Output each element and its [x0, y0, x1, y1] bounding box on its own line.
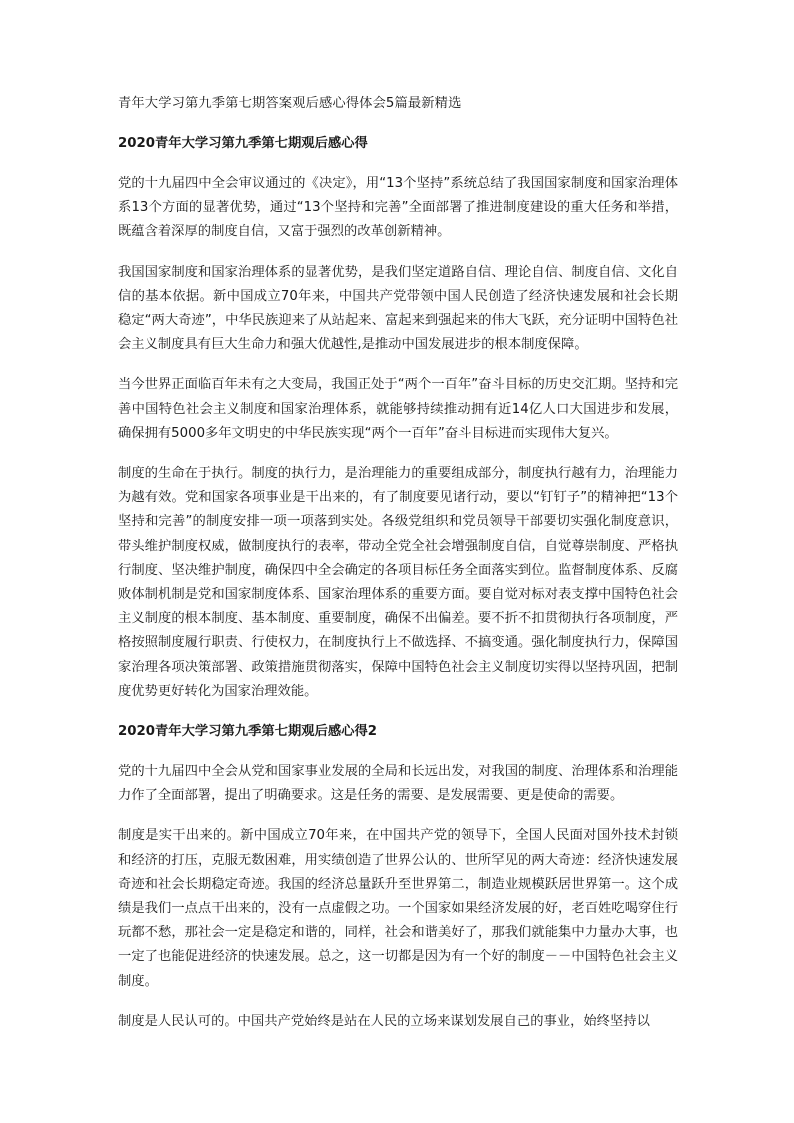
- section-heading-2: 2020青年大学习第九季第七期观后感心得2: [118, 724, 378, 740]
- paragraph: 制度是实干出来的。新中国成立70年来，在中国共产党的领导下，全国人民面对国外技术封锁和经济的打压，克服无数困难，用实绩创造了世界公认的、世所罕见的两大奇迹：经济快速发展奇迹和社会长期稳定奇迹。我国的经济总量跃升至世界第二，制造业规模跃居世界第一。这个成绩是我们一点点干出来的，没有一点虚假之功。一个国家如果经济发展的好，老百姓吃喝穿住行玩都不愁，那社会一定是稳定和谐的，同样，社会和谐美好了，那我们就能集中力量办大事，也一定了也能促进经济的快速发展。总之，这一切都是因为有一个好的制度－－中国特色社会主义制度。: [118, 828, 678, 989]
- paragraph: 制度的生命在于执行。制度的执行力，是治理能力的重要组成部分，制度执行越有力，治理能力为越有效。党和国家各项事业是干出来的，有了制度要见诸行动，要以“钉钉子”的精神把“13个坚持和完善”的制度安排一项一项落到实处。各级党组织和党员领导干部要切实强化制度意识，带头维护制度权威，做制度执行的表率，带动全党全社会增强制度自信，自觉尊崇制度、严格执行制度、坚决维护制度，确保四中全会确定的各项目标任务全面落实到位。监督制度体系、反腐败体制机制是党和国家制度体系、国家治理体系的重要方面。要自觉对标对表支撑中国特色社会主义制度的根本制度、基本制度、重要制度，确保不出偏差。要不折不扣贯彻执行各项制度，严格按照制度履行职责、行使权力，在制度执行上不做选择、不搞变通。强化制度执行力，保障国家治理各项决策部署、政策措施贯彻落实，保障中国特色社会主义制度切实得以坚持巩固，把制度优势更好转化为国家治理效能。: [118, 466, 678, 699]
- document-title: 青年大学习第九季第七期答案观后感心得体会5篇最新精选: [118, 96, 462, 111]
- paragraph: 党的十九届四中全会审议通过的《决定》，用“13个坚持”系统总结了我国国家制度和国家治理体系13个方面的显著优势，通过“13个坚持和完善”全面部署了推进制度建设的重大任务和举措，既蕴含着深厚的制度自信，又富于强烈的改革创新精神。: [118, 176, 678, 240]
- paragraph: 我国国家制度和国家治理体系的显著优势，是我们坚定道路自信、理论自信、制度自信、文化自信的基本依据。新中国成立70年来，中国共产党带领中国人民创造了经济快速发展和社会长期稳定“两大奇迹”，中华民族迎来了从站起来、富起来到强起来的伟大飞跃，充分证明中国特色社会主义制度具有巨大生命力和强大优越性,是推动中国发展进步的根本制度保障。: [118, 264, 678, 353]
- paragraph: 党的十九届四中全会从党和国家事业发展的全局和长远出发，对我国的制度、治理体系和治理能力作了全面部署，提出了明确要求。这是任务的需要、是发展需要、更是使命的需要。: [118, 764, 678, 804]
- document-page: [118, 92, 678, 1034]
- section-heading-1: 2020青年大学习第九季第七期观后感心得: [118, 136, 368, 151]
- paragraph: 制度是人民认可的。中国共产党始终是站在人民的立场来谋划发展自己的事业，始终坚持以: [118, 1013, 650, 1029]
- paragraph: 当今世界正面临百年未有之大变局，我国正处于“两个一百年”奋斗目标的历史交汇期。坚持和完善中国特色社会主义制度和国家治理体系，就能够持续推动拥有近14亿人口大国进步和发展，确保拥有5000多年文明史的中华民族实现“两个一百年”奋斗目标进而实现伟大复兴。: [118, 377, 678, 441]
